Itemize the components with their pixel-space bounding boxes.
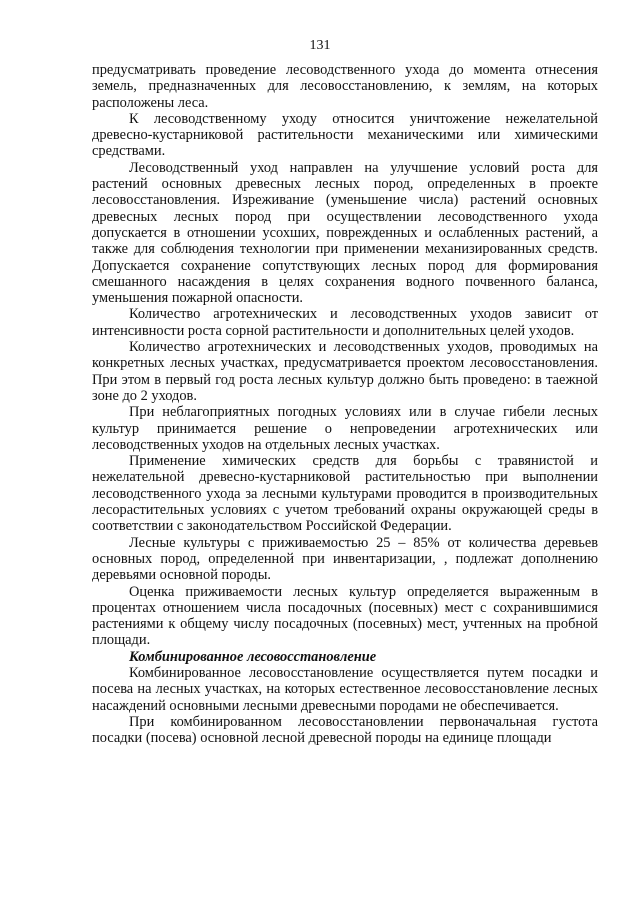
paragraph: Количество агротехнических и лесоводственных уходов, проводимых на конкретных лесных участках, предусматривается проектом лесовосстановления. При этом в первый год роста лесных культур должно быть проведено: в таежной зоне до 2 уходов. [92, 339, 598, 404]
paragraph: Оценка приживаемости лесных культур определяется выраженным в процентах отношением числа посадочных (посевных) мест с сохранившимися растениями к общему числу посадочных (посевных) мест, учтенных на пробной площади. [92, 583, 598, 649]
page-number: 131 [309, 38, 331, 53]
section-heading: Комбинированное лесовосстановление [129, 648, 377, 665]
paragraph: Количество агротехнических и лесоводственных уходов зависит от интенсивности роста сорной растительности и дополнительных целей уходов. [92, 306, 598, 339]
paragraph: При неблагоприятных погодных условиях или в случае гибели лесных культур принимается решение о непроведении агротехнических или лесоводственных уходов на отдельных лесных участках. [92, 404, 598, 453]
paragraph: При комбинированном лесовосстановлении первоначальная густота посадки (посева) основной лесной древесной породы на единице площади [92, 713, 598, 747]
paragraph: К лесоводственному уходу относится уничтожение нежелательной древесно-кустарниковой растительности механическими или химическими средствами. [92, 110, 598, 160]
paragraph: Лесоводственный уход направлен на улучшение условий роста для растений основных древесных лесных пород, определенных в проекте лесовосстановления. Изреживание (уменьшение числа) растений основных древесных лесных пород при осуществлении лесоводственного ухода допускается в отношении усохших, поврежденных и ослабленных растений, а также для соблюдения технологии при применении механизированных средств. Допускается сохранение сопутствующих лесных пород для формирования смешанного насаждения в целях сохранения водного почвенного баланса, уменьшения пожарной опасности. [92, 159, 598, 307]
paragraph: Лесные культуры с приживаемостью 25 – 85% от количества деревьев основных пород, определенной при инвентаризации, , подлежат дополнению деревьями основной породы. [92, 534, 598, 584]
paragraph: предусматривать проведение лесоводственного ухода до момента отнесения земель, предназначенных для лесовосстановлению, к землям, на которых расположены леса. [92, 62, 598, 111]
body-text [92, 62, 598, 746]
paragraph: Применение химических средств для борьбы с травянистой и нежелательной древесно-кустарниковой растительностью при выполнении лесоводственного ухода за лесными культурами проводится в производительных лесорастительных условиях с учетом требований охраны окружающей среды в соответствии с законодательством Российской Федерации. [92, 453, 598, 535]
paragraph: Комбинированное лесовосстановление осуществляется путем посадки и посева на лесных участках, на которых естественное лесовосстановление лесных насаждений основными лесными древесными породами не обеспечивается. [92, 664, 598, 714]
